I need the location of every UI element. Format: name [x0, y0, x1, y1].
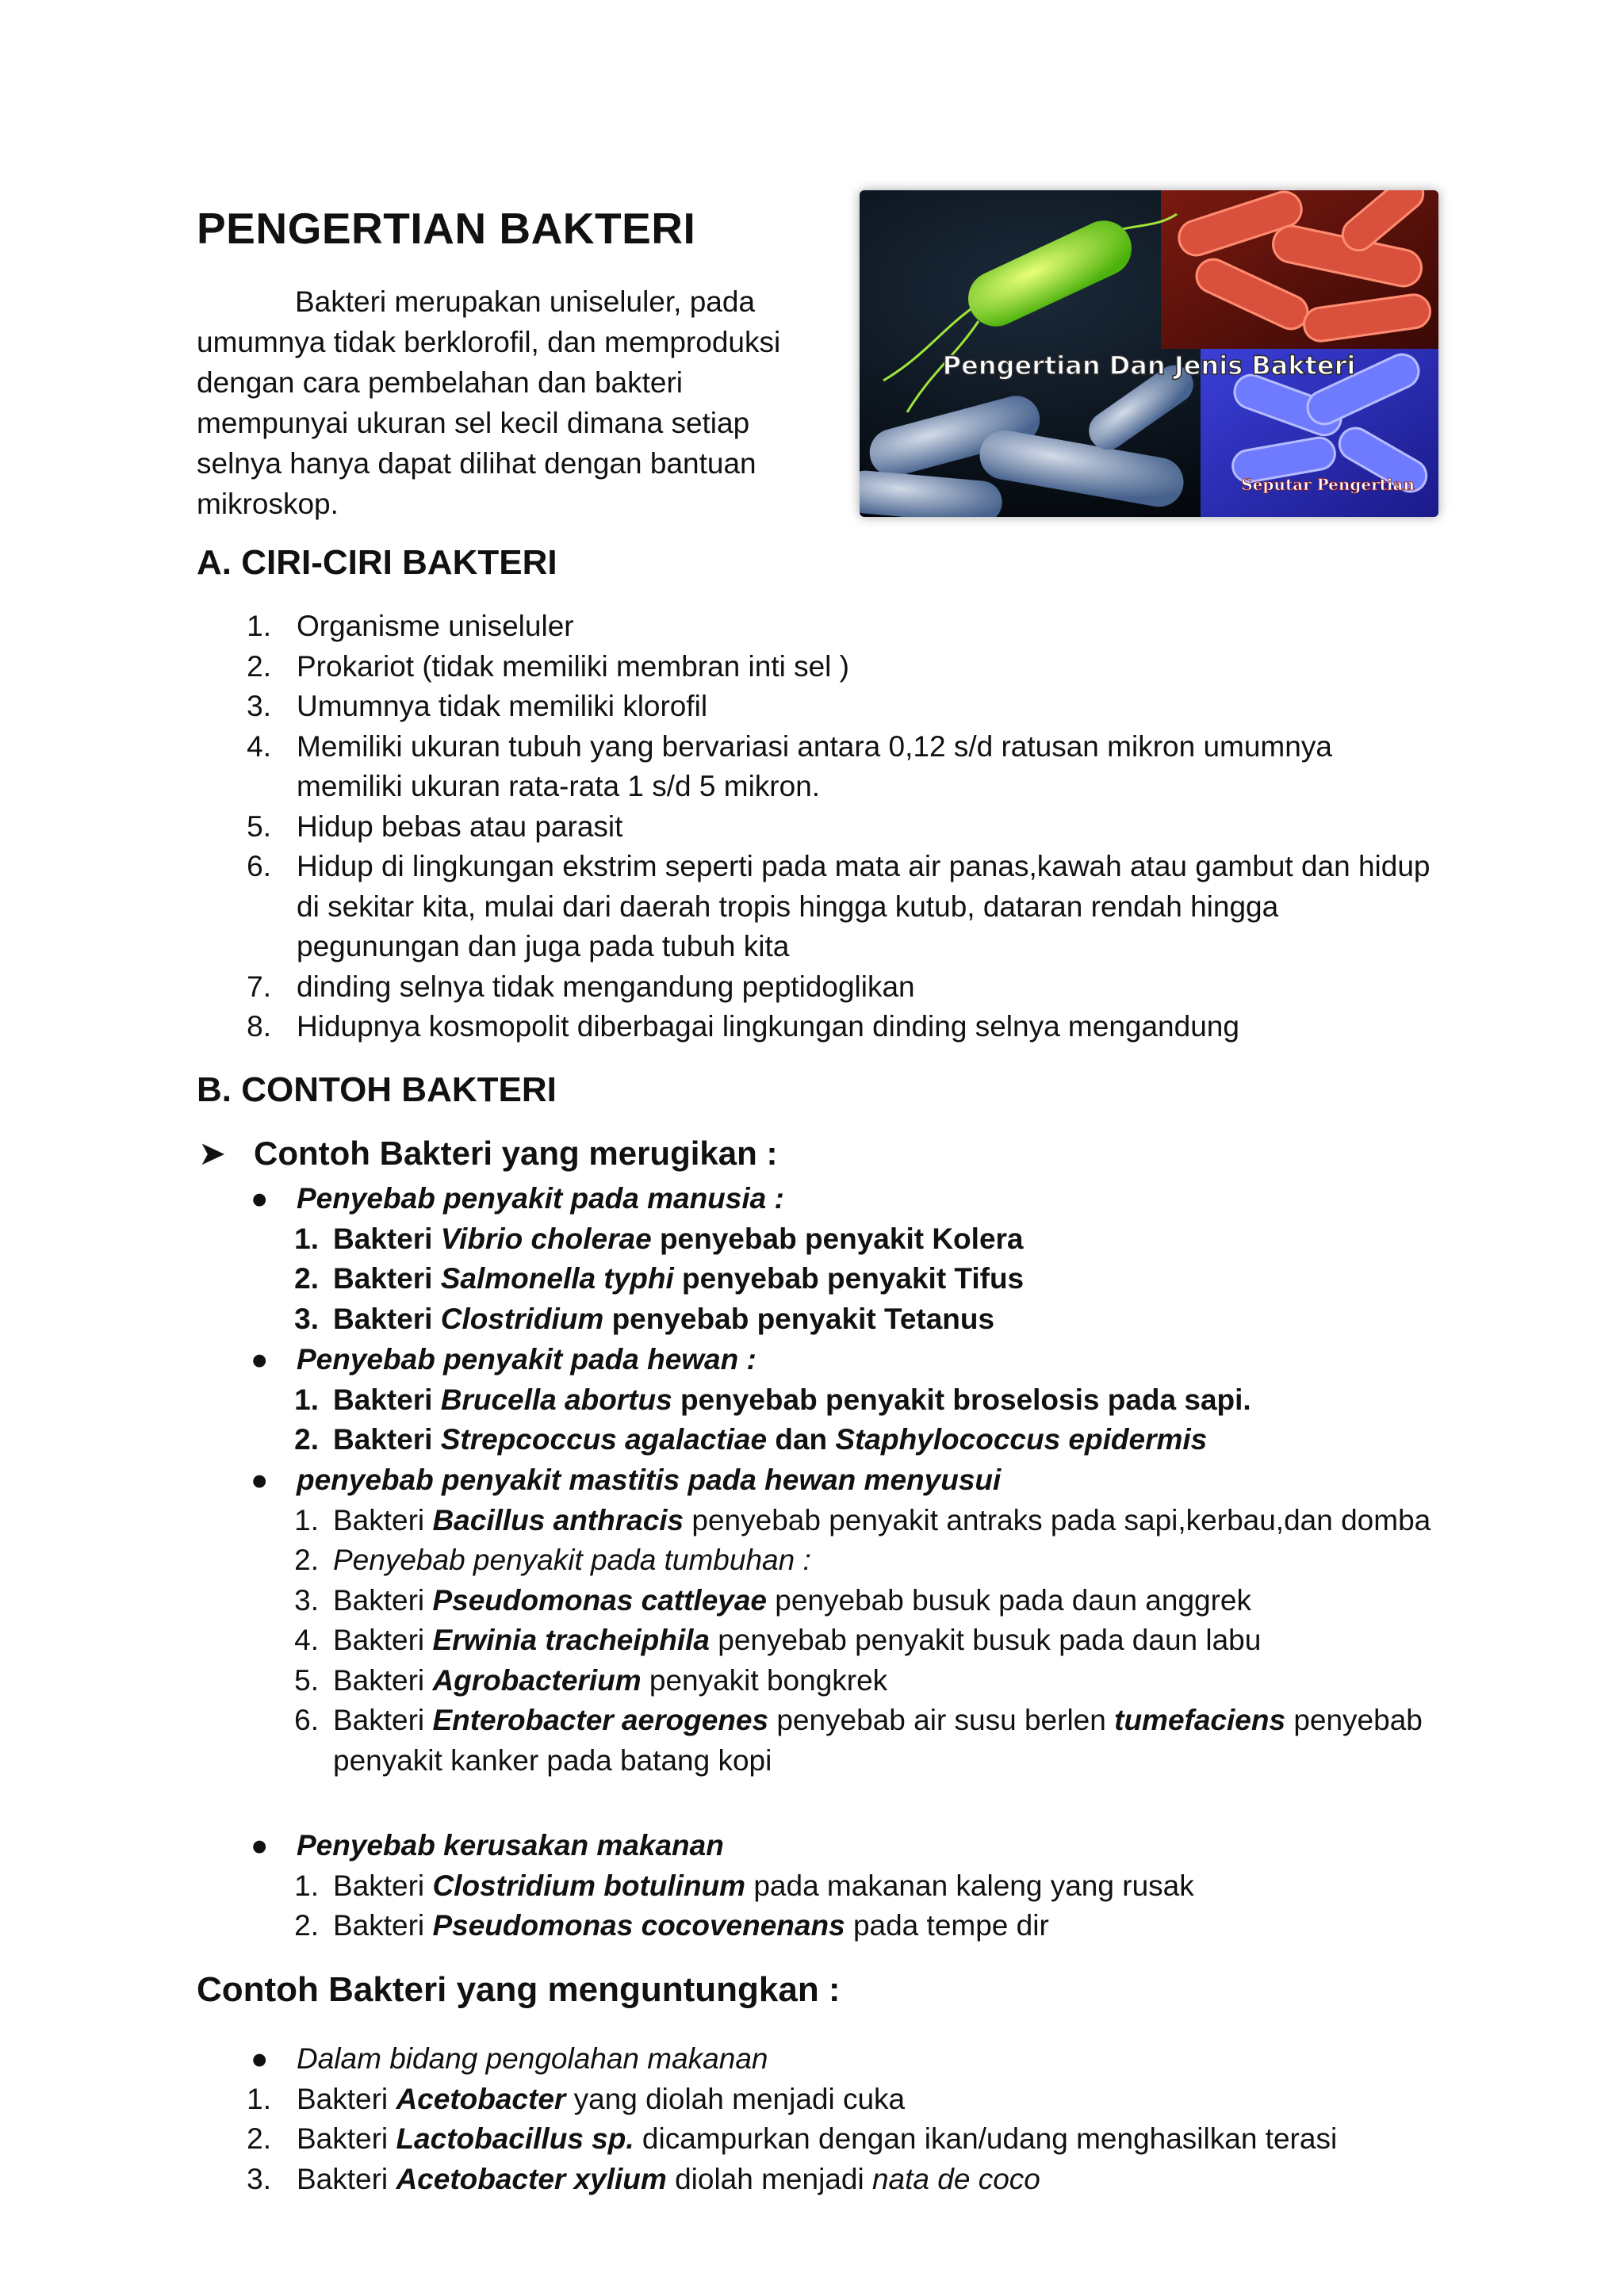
list-number: 1.	[247, 2082, 271, 2115]
bullet-bidang	[244, 2039, 1450, 2080]
bullet-manusia	[244, 1179, 1450, 1219]
ciri-item	[244, 967, 1434, 1008]
item-text: yang diolah menjadi cuka	[565, 2082, 906, 2115]
bacteria-image	[860, 190, 1438, 517]
item-text: dan	[767, 1423, 836, 1456]
hewan-list	[244, 1380, 1450, 1460]
species-name: Vibrio cholerae	[440, 1222, 652, 1255]
ciri-text: Organisme uniseluler	[297, 610, 574, 642]
species-name: Acetobacter xylium	[396, 2162, 667, 2195]
ciri-text: Memiliki ukuran tubuh yang bervariasi antara 0,12 s/d ratusan mikron umumnya memiliki ukuran rata-rata 1 s/d 5 mikron.	[297, 729, 1332, 802]
species-name: Pseudomonas cattleyae	[432, 1583, 767, 1617]
item-text: pada tempe dir	[845, 1909, 1049, 1942]
list-number: 2.	[247, 649, 271, 683]
manusia-list	[244, 1219, 1450, 1340]
bullet-dot-icon: ●	[251, 1182, 269, 1215]
subheading-text: Penyebab penyakit pada tumbuhan :	[333, 1544, 811, 1576]
bullet-label: Penyebab penyakit pada manusia :	[297, 1182, 784, 1215]
list-number: 1.	[294, 1869, 319, 1902]
list-item	[244, 1501, 1450, 1541]
item-text: Bakteri	[333, 1383, 441, 1416]
bullet-label: Penyebab penyakit pada hewan :	[297, 1343, 756, 1376]
product-name: nata de coco	[871, 2162, 1040, 2195]
item-text: pada makanan kaleng yang rusak	[745, 1869, 1194, 1902]
list-item	[244, 1540, 1450, 1581]
species-name: Strepcoccus agalactiae	[440, 1423, 768, 1456]
list-number: 3.	[294, 1583, 319, 1617]
ciri-text: Umumnya tidak memiliki klorofil	[297, 690, 708, 722]
item-text: penyebab penyakit Tifus	[673, 1262, 1025, 1295]
list-number: 2.	[247, 2122, 271, 2155]
list-number: 2.	[294, 1262, 319, 1295]
list-number: 5.	[247, 809, 271, 843]
item-text: Bakteri	[333, 1663, 433, 1697]
item-text: Bakteri	[297, 2162, 396, 2195]
item-text: Bakteri	[333, 1262, 441, 1295]
ciri-item	[244, 607, 1434, 647]
mastitis-section	[244, 1460, 1450, 1781]
species-name: Brucella abortus	[440, 1383, 672, 1416]
intro-paragraph	[197, 281, 831, 524]
list-number: 1.	[294, 1222, 319, 1255]
species-name: Clostridium botulinum	[432, 1869, 746, 1902]
item-text: Bakteri	[333, 1423, 441, 1456]
species-name: Lactobacillus sp.	[396, 2122, 634, 2155]
item-text: penyebab penyakit Kolera	[651, 1222, 1024, 1255]
menguntungkan-section	[244, 2039, 1450, 2199]
ciri-item	[244, 1007, 1434, 1047]
list-item	[244, 1581, 1450, 1621]
item-text: Bakteri	[333, 1583, 433, 1617]
bullet-mastitis	[244, 1460, 1450, 1501]
item-text: Bakteri	[333, 1704, 433, 1736]
bullet-label: penyebab penyakit mastitis pada hewan menyusui	[297, 1464, 1002, 1496]
species-name: Staphylococcus epidermis	[835, 1423, 1208, 1456]
hero-caption: Pengertian Dan Jenis Bakteri	[942, 350, 1356, 381]
bullet-dot-icon: ●	[251, 1464, 269, 1496]
list-item	[244, 1701, 1450, 1781]
hero-watermark: Seputar Pengertian	[1241, 475, 1415, 494]
species-name: Clostridium	[440, 1302, 604, 1335]
list-number: 3.	[247, 690, 271, 722]
makanan-list	[244, 1866, 1450, 1946]
ciri-text: Hidup bebas atau parasit	[297, 809, 623, 843]
menguntungkan-heading: Contoh Bakteri yang menguntungkan :	[197, 1970, 841, 2009]
makanan-section	[244, 1826, 1450, 1946]
list-item	[244, 1661, 1450, 1701]
mastitis-list	[244, 1501, 1450, 1781]
contoh-heading: B. CONTOH BAKTERI	[197, 1070, 557, 1109]
ciri-text: Prokariot (tidak memiliki membran inti sel )	[297, 649, 850, 683]
ciri-item	[244, 807, 1434, 848]
item-text: Bakteri	[297, 2122, 396, 2155]
list-item	[244, 2119, 1450, 2160]
merugikan-heading	[198, 1134, 777, 1173]
bullet-hewan	[244, 1340, 1450, 1380]
intro-text: Bakteri merupakan uniseluler, pada umumnya tidak berklorofil, dan memproduksi dengan cara pembelahan dan bakteri mempunyai ukuran sel kecil dimana setiap selnya hanya dapat dilihat dengan bantuan mikroskop.	[197, 285, 781, 520]
list-number: 6.	[294, 1704, 319, 1736]
bullet-dot-icon: ●	[251, 1829, 269, 1862]
species-name: Bacillus anthracis	[432, 1503, 684, 1536]
item-text: penyebab penyakit busuk pada daun labu	[710, 1624, 1262, 1656]
list-number: 2.	[294, 1544, 319, 1576]
manusia-section	[244, 1179, 1450, 1339]
list-number: 8.	[247, 1010, 271, 1043]
list-item	[244, 1420, 1450, 1460]
item-text: diolah menjadi	[666, 2162, 872, 2195]
list-number: 5.	[294, 1663, 319, 1697]
bullet-label: Dalam bidang pengolahan makanan	[297, 2042, 768, 2075]
list-number: 6.	[247, 850, 271, 882]
ciri-list	[244, 607, 1434, 1047]
item-text: penyebab busuk pada daun anggrek	[767, 1583, 1252, 1617]
item-text: penyebab air susu berlen	[768, 1704, 1115, 1736]
item-text: penyebab penyakit kanker pada batang kopi	[333, 1704, 1423, 1777]
list-item	[244, 1866, 1450, 1907]
item-text: penyebab penyakit Tetanus	[603, 1302, 995, 1335]
merugikan-label: Contoh Bakteri yang merugikan :	[254, 1135, 778, 1172]
list-number: 3.	[294, 1302, 319, 1335]
species-name: Erwinia tracheiphila	[432, 1624, 710, 1656]
ciri-item	[244, 727, 1434, 807]
bullet-makanan	[244, 1826, 1450, 1866]
species-name: tumefaciens	[1114, 1704, 1286, 1736]
ciri-item	[244, 647, 1434, 687]
hewan-section	[244, 1340, 1450, 1460]
item-text: penyakit bongkrek	[641, 1663, 888, 1697]
species-name: Acetobacter	[396, 2082, 566, 2115]
species-name: Agrobacterium	[432, 1663, 642, 1697]
species-name: Enterobacter aerogenes	[432, 1704, 769, 1736]
list-item	[244, 1259, 1450, 1299]
list-number: 4.	[294, 1624, 319, 1656]
list-number: 7.	[247, 970, 271, 1003]
list-item	[244, 1906, 1450, 1946]
list-number: 3.	[247, 2162, 271, 2195]
item-text: Bakteri	[333, 1909, 433, 1942]
item-text: Bakteri	[333, 1222, 441, 1255]
ciri-text: Hidupnya kosmopolit diberbagai lingkungan dinding selnya mengandung	[297, 1010, 1239, 1043]
species-name: Salmonella typhi	[440, 1262, 674, 1295]
ciri-text: dinding selnya tidak mengandung peptidoglikan	[297, 970, 915, 1003]
list-number: 1.	[247, 610, 271, 642]
bullet-dot-icon: ●	[251, 1343, 269, 1376]
item-text: Bakteri	[333, 1503, 433, 1536]
bullet-dot-icon: ●	[251, 2042, 269, 2075]
list-item	[244, 1219, 1450, 1260]
species-name: Pseudomonas cocovenenans	[432, 1909, 845, 1942]
bullet-label: Penyebab kerusakan makanan	[297, 1829, 724, 1862]
arrow-bullet-icon: ➤	[198, 1135, 227, 1172]
list-number: 4.	[247, 729, 271, 763]
list-number: 2.	[294, 1909, 319, 1942]
list-item	[244, 2160, 1450, 2200]
list-number: 1.	[294, 1383, 319, 1416]
list-item	[244, 1621, 1450, 1661]
ciri-text: Hidup di lingkungan ekstrim seperti pada mata air panas,kawah atau gambut dan hidup di sekitar kita, mulai dari daerah tropis hingga kutub, dataran rendah hingga pegunungan dan juga pada tubuh kita	[297, 850, 1431, 962]
list-item	[244, 1380, 1450, 1421]
menguntungkan-list	[244, 2080, 1450, 2200]
ciri-heading: A. CIRI-CIRI BAKTERI	[197, 543, 557, 582]
ciri-item	[244, 847, 1434, 967]
item-text: Bakteri	[297, 2082, 396, 2115]
item-text: penyebab penyakit antraks pada sapi,kerbau,dan domba	[684, 1503, 1431, 1536]
list-item	[244, 2080, 1450, 2120]
item-text: penyebab penyakit broselosis pada sapi.	[672, 1383, 1251, 1416]
ciri-item	[244, 687, 1434, 727]
list-item	[244, 1299, 1450, 1340]
item-text: Bakteri	[333, 1624, 433, 1656]
list-number: 1.	[294, 1503, 319, 1536]
item-text: Bakteri	[333, 1869, 433, 1902]
item-text: dicampurkan dengan ikan/udang menghasilkan terasi	[634, 2122, 1338, 2155]
list-number: 2.	[294, 1423, 319, 1456]
page-title: PENGERTIAN BAKTERI	[197, 204, 696, 253]
item-text: Bakteri	[333, 1302, 441, 1335]
